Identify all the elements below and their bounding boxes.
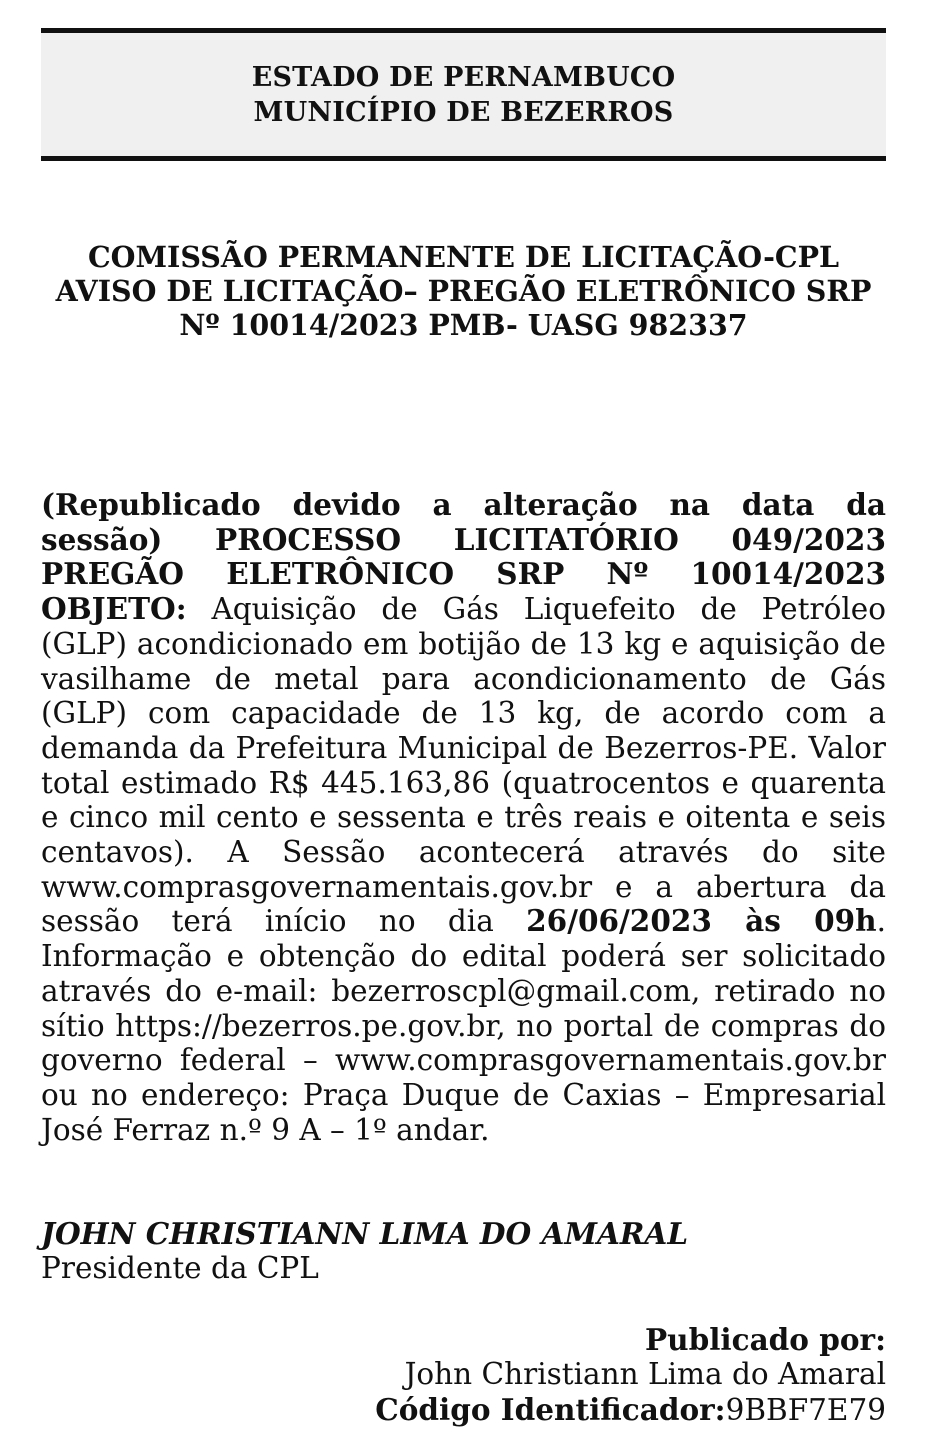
publisher-name: John Christiann Lima do Amaral <box>404 1357 886 1391</box>
published-by-label: Publicado por: <box>644 1322 886 1357</box>
session-date: 26/06/2023 às 09h <box>526 903 877 939</box>
identifier-line <box>41 1392 886 1428</box>
title-line-3: Nº 10014/2023 PMB- UASG 982337 <box>179 308 748 342</box>
title-line-2: AVISO DE LICITAÇÃO– PREGÃO ELETRÔNICO SRP <box>55 274 872 308</box>
notice-intro: (Republicado devido a alteração na data da sessão) PROCESSO LICITATÓRIO 049/2023 PREGÃO ELETRÔNICO SRP Nº 10014/2023 OBJETO: <box>41 487 886 627</box>
state-name: ESTADO DE PERNAMBUCO <box>251 61 676 93</box>
notice-object-text: Aquisição de Gás Liquefeito de Petróleo (GLP) acondicionado em botijão de 13 kg e aquisição de vasilhame de metal para acondicionamento de Gás (GLP) com capacidade de 13 kg, de acordo com a demanda da Prefeitura Municipal de Bezerros-PE. Valor total estimado R$ 445.163,86 (quatrocentos e quarenta e cinco mil cento e sessenta e três reais e oitenta e seis centavos). A Sessão acontecerá através do site www.comprasgovernamentais.gov.br e a abertura da sessão terá início no dia <box>41 592 886 939</box>
signer-role: Presidente da CPL <box>41 1251 319 1285</box>
title-line-1: COMISSÃO PERMANENTE DE LICITAÇÃO-CPL <box>87 240 840 274</box>
signer-name: JOHN CHRISTIANN LIMA DO AMARAL <box>41 1216 689 1251</box>
notice-closing-text: . Informação e obtenção do edital poderá ser solicitado através do e-mail: bezerroscpl@gmail.com, retirado no sítio https://bezerros.pe.gov.br, no portal de compras do governo federal – www.comprasgovernamentais.gov.br ou no endereço: Praça Duque de Caxias – Empresarial José Ferraz n.º 9 A – 1º andar. <box>41 904 886 1147</box>
identifier-code: 9BBF7E79 <box>725 1393 886 1427</box>
publication-block <box>41 1322 886 1428</box>
notice-title <box>41 240 886 342</box>
signature-block <box>41 1216 886 1286</box>
municipality-name: MUNICÍPIO DE BEZERROS <box>253 96 674 128</box>
identifier-label: Código Identificador: <box>375 1392 726 1427</box>
notice-body <box>41 488 886 1147</box>
document-header <box>41 28 886 161</box>
